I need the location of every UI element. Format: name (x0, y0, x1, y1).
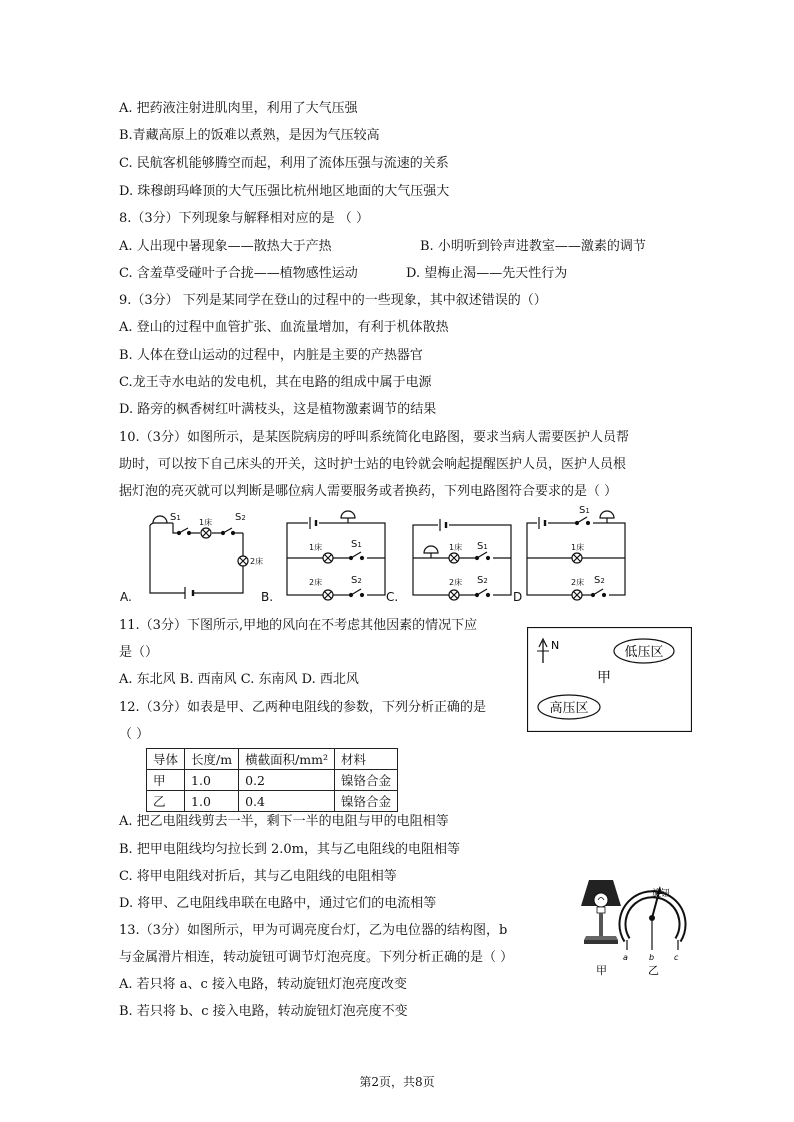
table-row (147, 770, 398, 791)
terminal-b-label: b (649, 953, 655, 962)
circuit-d-bed1-label: 1床 (571, 543, 585, 552)
q8-stem: 8.（3分）下列现象与解释相对应的是 （ ） (119, 211, 369, 226)
q12-option-b: B. 把甲电阻线均匀拉长到 2.0m，其与乙电阻线的电阻相等 (119, 842, 460, 857)
q11-options: A. 东北风 B. 西南风 C. 东南风 D. 西北风 (119, 672, 359, 687)
circuit-b-bed2-label: 2床 (309, 578, 323, 587)
q11-pressure-map (527, 627, 692, 732)
q9-option-c: C.龙王寺水电站的发电机，其在电路的组成中属于电源 (119, 375, 432, 390)
q10-stem-line2: 助时，可以按下自己床头的开关，这时护士站的电铃就会响起提醒医护人员，医护人员根 (119, 457, 627, 472)
table-header-row (147, 749, 398, 770)
point-jia-label: 甲 (597, 670, 611, 686)
table-lamp (581, 880, 621, 944)
table-cell: 0.4 (239, 791, 335, 812)
circuit-a-s2-label: S2 (235, 512, 246, 523)
table-cell: 镍铬合金 (335, 791, 398, 812)
q8-option-b: B. 小明听到铃声进教室——激素的调节 (420, 239, 646, 254)
q13-stem-line2: 与金属滑片相连，转动旋钮可调节灯泡亮度。下列分析正确的是（ ） (119, 950, 514, 965)
figure-yi-label: 乙 (648, 964, 659, 977)
q11-stem-line1: 11.（3分）下图所示,甲地的风向在不考虑其他因素的情况下应 (119, 618, 478, 633)
q13-lamp-potentiometer-figure (572, 870, 692, 978)
circuit-d-label: D (513, 590, 523, 604)
table-header-cell: 长度/m (185, 749, 239, 770)
table-cell: 0.2 (239, 770, 335, 791)
figure-jia-label: 甲 (596, 964, 607, 977)
q7-option-a: A. 把药液注射进肌肉里，利用了大气压强 (119, 101, 358, 116)
q13-option-a: A. 若只将 a、c 接入电路，转动旋钮灯泡亮度改变 (119, 977, 407, 992)
q12-parameter-table (146, 748, 398, 812)
q10-stem-line1: 10.（3分）如图所示，是某医院病房的呼叫系统简化电路图，要求当病人需要医护人员帮 (119, 430, 629, 445)
table-cell: 1.0 (185, 770, 239, 791)
q9-stem: 9.（3分） 下列是某同学在登山的过程中的一些现象，其中叙述错误的（） (119, 293, 547, 308)
table-row (147, 791, 398, 812)
circuit-c-label: C. (386, 590, 399, 604)
q7-option-c: C. 民航客机能够腾空而起，利用了流体压强与流速的关系 (119, 156, 449, 171)
circuit-c-bed2-label: 2床 (449, 578, 463, 587)
circuit-b-bed1-label: 1床 (309, 543, 323, 552)
high-pressure-label: 高压区 (549, 701, 589, 716)
table-cell: 镍铬合金 (335, 770, 398, 791)
terminal-a-label: a (623, 953, 628, 962)
q12-stem-line2: （ ） (119, 727, 150, 742)
q12-option-c: C. 将甲电阻线对折后，其与乙电阻线的电阻相等 (119, 869, 397, 884)
q13-option-b: B. 若只将 b、c 接入电路，转动旋钮灯泡亮度不变 (119, 1004, 408, 1019)
table-header-cell: 材料 (335, 749, 398, 770)
q8-option-c: C. 含羞草受碰叶子合拢——植物感性运动 (119, 266, 358, 281)
q9-option-b: B. 人体在登山运动的过程中，内脏是主要的产热器官 (119, 348, 423, 363)
circuit-a (150, 516, 248, 599)
q13-stem-line1: 13.（3分）如图所示，甲为可调亮度台灯，乙为电位器的结构图，b (119, 923, 508, 938)
knob-label: 旋钮 (652, 889, 671, 899)
circuit-a-bed2-label: 2床 (250, 557, 264, 566)
q10-circuit-diagrams (115, 505, 655, 605)
q7-option-d: D. 珠穆朗玛峰顶的大气压强比杭州地区地面的大气压强大 (119, 184, 450, 199)
circuit-c-bed1-label: 1床 (449, 543, 463, 552)
circuit-b-s2-label: S2 (351, 575, 362, 586)
table-header-cell: 导体 (147, 749, 185, 770)
q11-stem-line2: 是（） (119, 645, 159, 660)
circuit-b-s1-label: S1 (351, 539, 362, 550)
low-pressure-label: 低压区 (624, 645, 664, 660)
circuit-d-s1-label: S1 (579, 505, 590, 516)
table-header-cell: 横截面积/mm² (239, 749, 335, 770)
circuit-c (413, 518, 511, 600)
circuit-a-label: A. (120, 590, 132, 604)
page-footer: 第2页，共8页 (359, 1075, 435, 1089)
circuit-c-s2-label: S2 (477, 575, 488, 586)
circuit-a-s1-label: S1 (170, 512, 181, 523)
q9-option-a: A. 登山的过程中血管扩张、血流量增加，有利于机体散热 (119, 320, 449, 335)
q8-option-d: D. 望梅止渴——先天性行为 (406, 266, 568, 281)
circuit-d-s2-label: S2 (594, 575, 605, 586)
circuit-b (287, 511, 385, 600)
q10-stem-line3: 据灯泡的亮灭就可以判断是哪位病人需要服务或者换药，下列电路图符合要求的是（ ） (119, 484, 618, 499)
table-cell: 乙 (147, 791, 185, 812)
circuit-d-bed2-label: 2床 (571, 578, 585, 587)
q12-option-d: D. 将甲、乙电阻线串联在电路中，通过它们的电流相等 (119, 896, 437, 911)
circuit-c-s1-label: S1 (477, 541, 488, 552)
q12-option-a: A. 把乙电阻线剪去一半，剩下一半的电阻与甲的电阻相等 (119, 814, 449, 829)
q9-option-d: D. 路旁的枫香树红叶满枝头，这是植物激素调节的结果 (119, 402, 437, 417)
circuit-b-label: B. (261, 590, 274, 604)
north-label: N (551, 639, 560, 652)
q8-option-a: A. 人出现中暑现象——散热大于产热 (119, 239, 332, 254)
table-cell: 甲 (147, 770, 185, 791)
q7-option-b: B.青藏高原上的饭难以煮熟，是因为气压较高 (119, 128, 380, 143)
circuit-a-bed1-label: 1床 (199, 518, 213, 527)
terminal-c-label: c (674, 953, 679, 962)
table-cell: 1.0 (185, 791, 239, 812)
q12-stem-line1: 12.（3分）如表是甲、乙两种电阻线的参数，下列分析正确的是 (119, 700, 486, 715)
